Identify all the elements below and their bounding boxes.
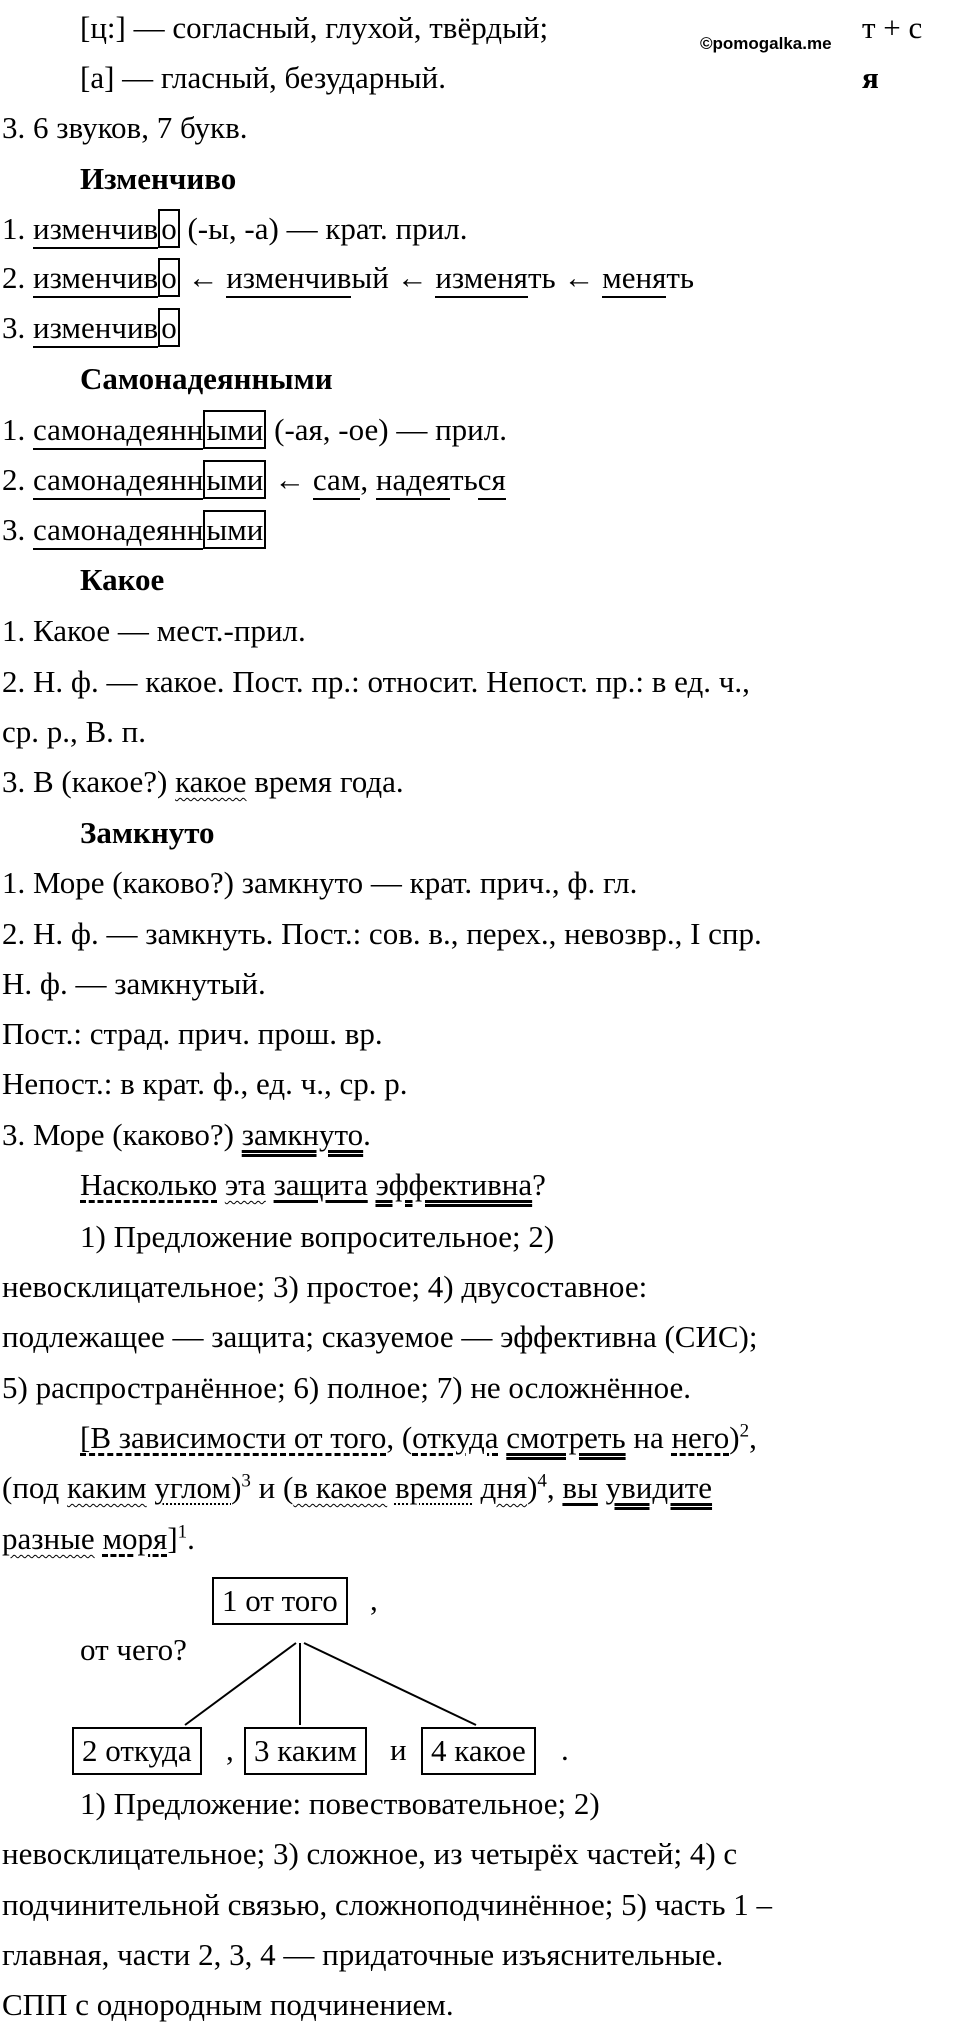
clause-index: 4: [537, 1470, 547, 1492]
attribute-word: каким: [67, 1470, 147, 1505]
sentence-1-analysis-2: невосклицательное; 3) простое; 4) двусоставное:: [2, 1269, 648, 1304]
arrow: ←: [266, 462, 313, 497]
sentence-1-analysis-4: 5) распространённое; 6) полное; 7) не осложнённое.: [2, 1370, 691, 1405]
object-word: него: [671, 1420, 730, 1455]
line-rest: (-ая, -ое) — прил.: [266, 412, 507, 447]
word-stem: изменчив: [33, 211, 158, 249]
line-rest: (-ы, -а) — крат. прил.: [179, 211, 468, 246]
subject-word: защита: [273, 1167, 368, 1202]
line-number: 2.: [2, 462, 33, 497]
zamknuto-line-4: Пост.: страд. прич. прош. вр.: [2, 1016, 383, 1051]
word-postfix: ся: [478, 462, 506, 500]
kakoe-line-3: ср. р., В. п.: [2, 714, 147, 749]
scheme-node-2: 2 откуда: [72, 1727, 202, 1775]
analysis-2-line-5: СПП с однородным подчинением.: [2, 1987, 454, 2022]
word-ending: ый: [351, 260, 389, 295]
text: и (: [250, 1470, 294, 1505]
text: ): [231, 1470, 242, 1505]
predicate-word: эффективна: [375, 1167, 533, 1202]
adverbial-word: углом: [154, 1470, 232, 1505]
line-number: 1.: [2, 412, 33, 447]
text: ]: [167, 1521, 178, 1556]
word-suffix: ть: [450, 462, 478, 497]
line-number: 1.: [2, 211, 33, 246]
heading-zamknuto: Замкнуто: [80, 815, 215, 850]
word-stem: изменч: [226, 260, 320, 298]
word-stem: изменчив: [33, 260, 158, 298]
scheme-node-3: 3 каким: [244, 1727, 367, 1775]
line-number: 2.: [2, 260, 33, 295]
word-stem: меня: [464, 260, 528, 298]
predicate-word: смотреть: [506, 1420, 626, 1455]
arrow: ←: [179, 260, 227, 295]
text: время года.: [246, 764, 404, 799]
attribute-word: эта: [224, 1167, 266, 1202]
word-stem: самонадеянн: [33, 462, 203, 500]
scheme-end: .: [561, 1732, 569, 1767]
scheme-conjunction: и: [390, 1732, 407, 1767]
adverbial-word: Насколько: [80, 1167, 218, 1202]
word-stem: изменчив: [33, 310, 158, 348]
line-number: 3.: [2, 512, 33, 547]
text: 3. В (какое?): [2, 764, 176, 799]
kakoe-line-2: 2. Н. ф. — какое. Пост. пр.: относит. Непост. пр.: в ед. ч.,: [2, 664, 750, 699]
sentence-1-analysis-1: 1) Предложение вопросительное; 2): [80, 1219, 555, 1254]
sentence-1-analysis-3: подлежащее — защита; сказуемое — эффективна (СИС);: [2, 1319, 758, 1354]
adverbial-phrase: [В зависимости от того: [80, 1420, 387, 1455]
text: (под: [2, 1470, 68, 1505]
predicate-word: замкнуто: [241, 1117, 364, 1152]
word-ending: о: [158, 258, 180, 297]
scheme-separator: ,: [226, 1732, 234, 1767]
analysis-2-line-1: 1) Предложение: повествовательное; 2): [80, 1786, 600, 1821]
object-word: моря: [102, 1521, 168, 1556]
ts-transcription: т + с: [862, 10, 923, 45]
scheme-node-4: 4 какое: [421, 1727, 536, 1775]
adverbial-word: откуда: [412, 1420, 499, 1455]
scheme-comma: ,: [370, 1582, 378, 1617]
heading-kakoe: Какое: [80, 562, 165, 597]
zamknuto-line-3: Н. ф. — замкнутый.: [2, 966, 266, 1001]
comma: ,: [360, 462, 376, 497]
kakoe-line-1: 1. Какое — мест.-прил.: [2, 613, 306, 648]
word-prefix: из: [435, 260, 463, 298]
text: .: [363, 1117, 371, 1152]
scheme-question: от чего?: [80, 1632, 187, 1667]
analysis-2-line-2: невосклицательное; 3) сложное, из четырёх частей; 4) с: [2, 1836, 738, 1871]
subject-word: вы: [562, 1470, 598, 1505]
word-ending: ыми: [203, 510, 266, 549]
line-number: 3.: [2, 310, 33, 345]
tsa-phonetic-line: [ц:] — согласный, глухой, твёрдый;: [80, 10, 549, 45]
heading-izmenchivo: Изменчиво: [80, 161, 237, 196]
sounds-count-line: 3. 6 звуков, 7 букв.: [2, 110, 248, 145]
attribute-word: в какое: [293, 1470, 388, 1505]
zamknuto-line-5: Непост.: в крат. ф., ед. ч., ср. р.: [2, 1066, 408, 1101]
word-suffix: ив: [320, 260, 351, 298]
text: ): [527, 1470, 538, 1505]
text: , (: [386, 1420, 413, 1455]
text: ,: [546, 1470, 563, 1505]
zamknuto-line-2: 2. Н. ф. — замкнуть. Пост.: сов. в., перех., невозвр., I спр.: [2, 916, 762, 951]
analysis-2-line-3: подчинительной связью, сложноподчинённое; 5) часть 1 –: [2, 1887, 772, 1922]
definition-word: какое: [175, 764, 247, 799]
word-suffix: ть: [666, 260, 695, 295]
text: ?: [532, 1167, 546, 1202]
word-ending: о: [158, 308, 180, 347]
attribute-word: дня: [480, 1470, 528, 1505]
arrow: ←: [388, 260, 436, 295]
word-ending: о: [158, 209, 180, 248]
word-ending: ыми: [203, 410, 266, 449]
text: .: [187, 1521, 195, 1556]
word-ending: ыми: [203, 460, 266, 499]
a-phonetic-line: [а] — гласный, безударный.: [80, 60, 446, 95]
word-stem: самонадеянн: [33, 512, 203, 550]
zamknuto-line-1: 1. Море (каково?) замкнуто — крат. прич., ф. гл.: [2, 865, 638, 900]
heading-samonadeyannymi: Самонадеянными: [80, 361, 333, 396]
scheme-node-1: 1 от того: [212, 1577, 348, 1625]
clause-index: 3: [241, 1470, 251, 1492]
ya-letter: я: [862, 60, 879, 95]
adverbial-word: время: [394, 1470, 473, 1505]
word-stem: надея: [376, 462, 450, 500]
predicate-word: увидите: [605, 1470, 713, 1505]
attribute-word: разные: [2, 1521, 95, 1556]
analysis-2-line-4: главная, части 2, 3, 4 — придаточные изъяснительные.: [2, 1937, 724, 1972]
word-root: сам: [313, 462, 361, 500]
word-stem: меня: [602, 260, 666, 298]
text: ,: [749, 1420, 757, 1455]
word-stem: самонадеянн: [33, 412, 203, 450]
text: 3. Море (каково?): [2, 1117, 242, 1152]
text: ): [729, 1420, 740, 1455]
arrow: ←: [555, 260, 603, 295]
clause-index: 2: [739, 1420, 750, 1442]
watermark: ©pomogalka.me: [700, 34, 832, 53]
clause-index: 1: [177, 1521, 188, 1543]
word-suffix: ть: [527, 260, 556, 295]
text: на: [625, 1420, 672, 1455]
